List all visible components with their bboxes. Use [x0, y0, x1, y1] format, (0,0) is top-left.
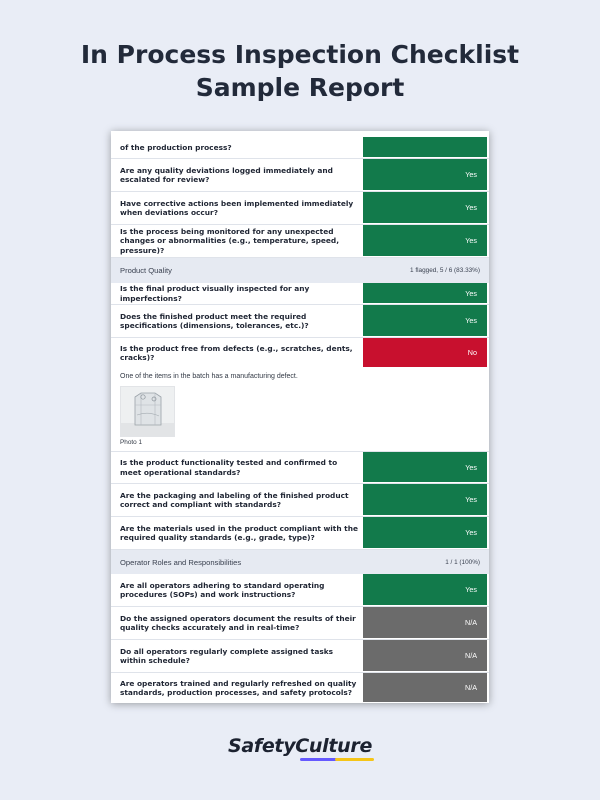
- answer-badge[interactable]: N/A: [363, 640, 487, 671]
- question-text: Do the assigned operators document the results of their quality checks accurately and in real-time?: [120, 613, 356, 632]
- checklist-row: [111, 640, 489, 673]
- question-text: Are operators trained and regularly refreshed on quality standards, production processes, and safety protocols?: [120, 678, 357, 697]
- checklist-row: [111, 607, 489, 640]
- checklist-row: [111, 484, 489, 517]
- checklist-row: [111, 283, 489, 305]
- answer-badge[interactable]: [363, 137, 487, 157]
- question-text: Have corrective actions been implemented immediately when deviations occur?: [120, 198, 354, 217]
- checklist-row: [111, 192, 489, 225]
- section-name: Product Quality: [120, 266, 172, 275]
- answer-badge[interactable]: Yes: [363, 452, 487, 482]
- question-text: Is the product free from defects (e.g., scratches, dents, cracks)?: [120, 343, 353, 362]
- answer-badge[interactable]: Yes: [363, 225, 487, 256]
- question-text: Are the materials used in the product compliant with the required quality standards (e.g., grade, type)?: [120, 523, 358, 542]
- logo-swoosh-icon: [300, 757, 374, 762]
- question-text: Does the finished product meet the required specifications (dimensions, tolerances, etc.)?: [120, 311, 309, 330]
- question-text: Do all operators regularly complete assigned tasks within schedule?: [120, 646, 334, 665]
- checklist-row: [111, 338, 489, 368]
- answer-badge[interactable]: Yes: [363, 159, 487, 190]
- answer-badge[interactable]: Yes: [363, 517, 487, 548]
- bottle-image-icon: [121, 387, 174, 436]
- photo-caption: Photo 1: [120, 439, 143, 446]
- section-status: 1 flagged, 5 / 6 (83.33%): [410, 267, 480, 274]
- checklist-row: [111, 159, 489, 192]
- defect-photo[interactable]: [120, 386, 175, 437]
- checklist-row: [111, 673, 489, 703]
- section-status: 1 / 1 (100%): [445, 558, 480, 566]
- inspection-note: One of the items in the batch has a manufacturing defect.: [120, 373, 298, 380]
- answer-badge[interactable]: Yes: [363, 283, 487, 303]
- answer-badge-flagged[interactable]: No: [363, 338, 487, 367]
- checklist-row: [111, 225, 489, 258]
- checklist-row: [111, 137, 489, 159]
- report-document: [111, 131, 489, 703]
- page-title: [0, 38, 600, 104]
- answer-badge[interactable]: N/A: [363, 607, 487, 638]
- title-line-1: In Process Inspection Checklist: [80, 40, 520, 69]
- checklist-row: [111, 305, 489, 338]
- checklist-row: [111, 574, 489, 607]
- question-text: Are all operators adhering to standard operating procedures (SOPs) and work instructions?: [120, 580, 325, 599]
- section-header-product-quality[interactable]: [111, 258, 489, 283]
- answer-badge[interactable]: Yes: [363, 484, 487, 515]
- question-text: Is the final product visually inspected for any imperfections?: [120, 284, 310, 303]
- title-line-2: Sample Report: [195, 73, 405, 102]
- question-text: Are the packaging and labeling of the finished product correct and compliant with standards?: [120, 490, 349, 509]
- question-text: Is the process being monitored for any unexpected changes or abnormalities (e.g., temperature, speed, pressure)?: [120, 226, 340, 255]
- answer-badge[interactable]: Yes: [363, 574, 487, 605]
- checklist-row: [111, 451, 489, 484]
- question-text: Is the product functionality tested and confirmed to meet operational standards?: [120, 458, 338, 477]
- safetyculture-logo: SafetyCulture: [227, 735, 373, 757]
- checklist-row: [111, 517, 489, 550]
- answer-badge[interactable]: Yes: [363, 192, 487, 223]
- section-name: Operator Roles and Responsibilities: [120, 557, 242, 567]
- answer-badge[interactable]: N/A: [363, 673, 487, 702]
- section-header-operator-roles[interactable]: [111, 550, 489, 574]
- question-text: of the production process?: [120, 142, 232, 152]
- answer-badge[interactable]: Yes: [363, 305, 487, 336]
- question-text: Are any quality deviations logged immediately and escalated for review?: [120, 165, 333, 184]
